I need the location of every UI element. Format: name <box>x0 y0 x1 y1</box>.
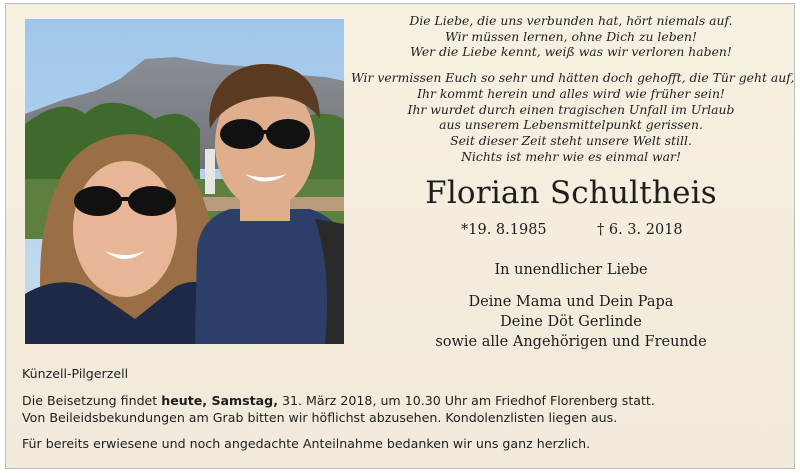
couple-photo <box>25 19 344 344</box>
family-line: Deine Döt Gerlinde <box>500 314 642 330</box>
poem-stanza-2 <box>351 70 795 164</box>
funeral-text-pre: Die Beisetzung findet <box>22 393 162 408</box>
family-line: Deine Mama und Dein Papa <box>468 294 674 310</box>
poem-line: Wir vermissen Euch so sehr und hätten doch gehofft, die Tür geht auf, <box>351 70 795 86</box>
funeral-text-bold: heute, Samstag, <box>161 393 278 408</box>
poem-line: Wer die Liebe kennt, weiß was wir verloren haben! <box>410 44 732 60</box>
family-line: sowie alle Angehörigen und Freunde <box>435 334 707 350</box>
poem-line: Ihr kommt herein und alles wird wie früher sein! <box>417 85 725 101</box>
thanks-notice: Für bereits erwiesene und noch angedachte Anteilnahme bedanken wir uns ganz herzlich. <box>22 436 591 451</box>
poem-line: Wir müssen lernen, ohne Dich zu leben! <box>445 28 697 44</box>
poem-line: Die Liebe, die uns verbunden hat, hört niemals auf. <box>409 13 733 28</box>
condolence-notice: Von Beileidsbekundungen am Grab bitten wir höflichst abzusehen. Kondolenzlisten liegen aus. <box>22 410 618 425</box>
family-signature <box>401 260 741 352</box>
poem-line: Nichts ist mehr wie es einmal war! <box>461 148 681 164</box>
poem-line: aus unserem Lebensmittelpunkt gerissen. <box>439 117 703 133</box>
obituary-card <box>5 3 795 469</box>
funeral-notice <box>22 393 742 408</box>
birth-date: *19. 8.1985 <box>461 222 547 238</box>
poem-stanza-1 <box>351 13 791 60</box>
funeral-text-post: 31. März 2018, um 10.30 Uhr am Friedhof Florenberg statt. <box>277 393 655 408</box>
poem-line: Seit dieser Zeit steht unsere Welt still. <box>450 132 692 148</box>
memorial-poem <box>351 13 795 164</box>
place-line: Künzell-Pilgerzell <box>22 366 129 381</box>
deceased-name: Florian Schultheis <box>425 175 717 211</box>
family-intro: In unendlicher Liebe <box>494 262 648 278</box>
death-date: † 6. 3. 2018 <box>597 222 683 238</box>
poem-line: Ihr wurdet durch einen tragischen Unfall im Urlaub <box>407 101 735 117</box>
